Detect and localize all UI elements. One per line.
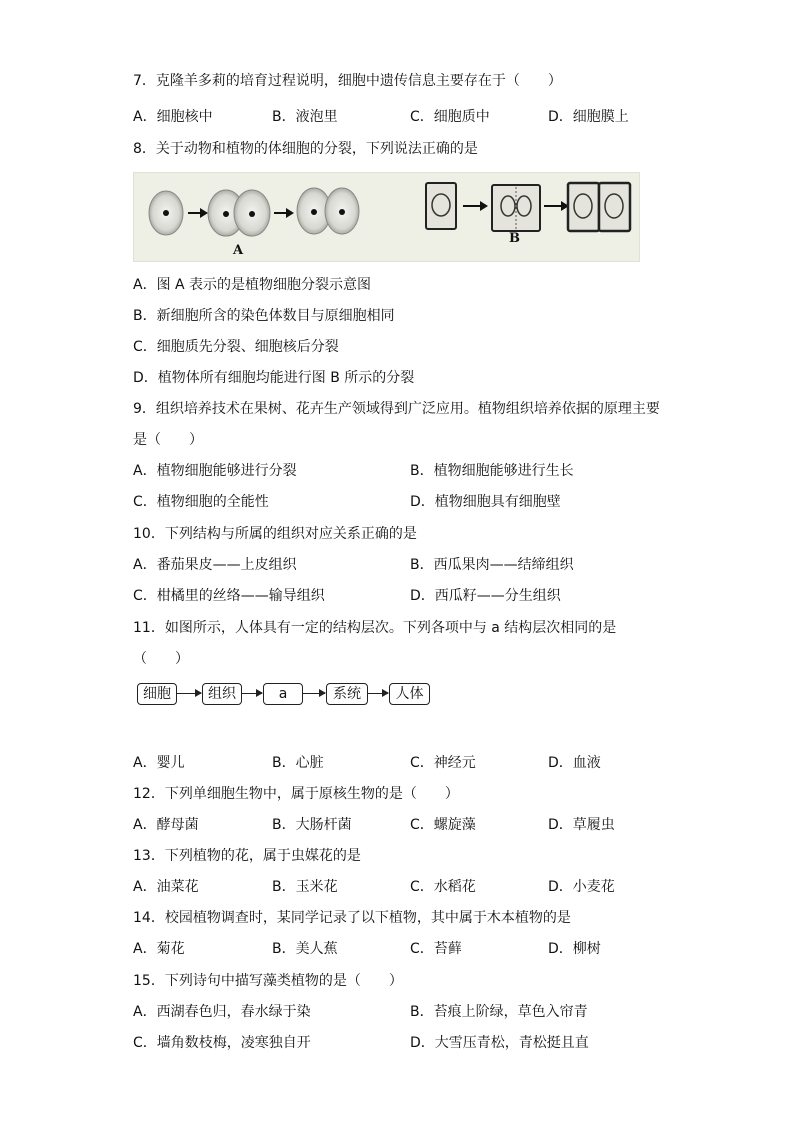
q7-option-b: B．液泡里 <box>272 109 338 125</box>
q10-option-d: D．西瓜籽——分生组织 <box>410 588 561 604</box>
q12-option-b: B．大肠杆菌 <box>272 817 352 833</box>
plant-cell-sequence <box>426 183 630 231</box>
q8-stem: 8．关于动物和植物的体细胞的分裂，下列说法正确的是 <box>133 141 478 157</box>
q13-option-b: B．玉米花 <box>272 879 338 895</box>
q10-stem: 10．下列结构与所属的组织对应关系正确的是 <box>133 526 417 542</box>
q9-option-b: B．植物细胞能够进行生长 <box>410 463 574 479</box>
q11-option-d: D．血液 <box>548 755 601 771</box>
flow-arrow <box>177 693 201 694</box>
cell-division-illustration <box>134 173 639 261</box>
q14-option-d: D．柳树 <box>548 941 601 957</box>
flow-box-cell: 细胞 <box>137 683 177 705</box>
flow-arrow <box>242 693 262 694</box>
q11-stem-line2: （ ） <box>133 651 189 667</box>
q9-option-c: C．植物细胞的全能性 <box>133 494 269 510</box>
q14-stem: 14．校园植物调查时，某同学记录了以下植物，其中属于木本植物的是 <box>133 910 571 926</box>
flow-arrow <box>368 693 388 694</box>
q11-option-a: A．婴儿 <box>133 755 185 771</box>
flow-box-tissue: 组织 <box>202 683 242 705</box>
q14-option-b: B．美人蕉 <box>272 941 338 957</box>
flow-box-system: 系统 <box>326 683 368 705</box>
cell-division-figure <box>133 172 640 262</box>
q10-option-c: C．柑橘里的丝络——输导组织 <box>133 588 325 604</box>
q15-option-d: D．大雪压青松，青松挺且直 <box>410 1035 589 1051</box>
q15-option-b: B．苔痕上阶绿，草色入帘青 <box>410 1004 588 1020</box>
q13-option-a: A．油菜花 <box>133 879 199 895</box>
figure-label-a: A <box>233 243 244 258</box>
figure-label-b: B <box>509 231 520 246</box>
q11-option-c: C．神经元 <box>410 755 476 771</box>
q13-option-d: D．小麦花 <box>548 879 615 895</box>
q7-stem: 7．克隆羊多莉的培育过程说明，细胞中遗传信息主要存在于（ ） <box>133 73 562 89</box>
q15-option-a: A．西湖春色归，春水绿于染 <box>133 1004 311 1020</box>
q9-stem-line2: 是（ ） <box>133 432 203 448</box>
q10-option-a: A．番茄果皮——上皮组织 <box>133 557 297 573</box>
q11-stem-line1: 11．如图所示，人体具有一定的结构层次。下列各项中与 a 结构层次相同的是 <box>133 620 617 636</box>
q9-stem-line1: 9．组织培养技术在果树、花卉生产领域得到广泛应用。植物组织培养依据的原理主要 <box>133 401 660 417</box>
q8-option-c: C．细胞质先分裂、细胞核后分裂 <box>133 339 339 355</box>
flow-arrow <box>303 693 325 694</box>
q12-option-d: D．草履虫 <box>548 817 615 833</box>
q14-option-c: C．苔藓 <box>410 941 462 957</box>
q7-option-a: A．细胞核中 <box>133 109 213 125</box>
q14-option-a: A．菊花 <box>133 941 185 957</box>
q7-option-c: C．细胞质中 <box>410 109 490 125</box>
q10-option-b: B．西瓜果肉——结缔组织 <box>410 557 574 573</box>
q9-option-a: A．植物细胞能够进行分裂 <box>133 463 297 479</box>
q8-option-d: D．植物体所有细胞均能进行图 B 所示的分裂 <box>133 370 415 386</box>
q12-option-a: A．酵母菌 <box>133 817 199 833</box>
q15-stem: 15．下列诗句中描写藻类植物的是（ ） <box>133 973 403 989</box>
q8-option-b: B．新细胞所含的染色体数目与原细胞相同 <box>133 308 395 324</box>
q13-option-c: C．水稻花 <box>410 879 476 895</box>
q9-option-d: D．植物细胞具有细胞壁 <box>410 494 561 510</box>
q8-option-a: A．图 A 表示的是植物细胞分裂示意图 <box>133 277 372 293</box>
q15-option-c: C．墙角数枝梅，凌寒独自开 <box>133 1035 311 1051</box>
q11-option-b: B．心脏 <box>272 755 324 771</box>
q13-stem: 13．下列植物的花，属于虫媒花的是 <box>133 848 361 864</box>
flow-box-a: a <box>263 683 303 705</box>
flow-box-human: 人体 <box>389 683 430 705</box>
animal-cell-sequence <box>149 188 359 236</box>
q12-stem: 12．下列单细胞生物中，属于原核生物的是（ ） <box>133 786 459 802</box>
structure-hierarchy-diagram <box>137 683 437 705</box>
q7-option-d: D．细胞膜上 <box>548 109 629 125</box>
q12-option-c: C．螺旋藻 <box>410 817 476 833</box>
